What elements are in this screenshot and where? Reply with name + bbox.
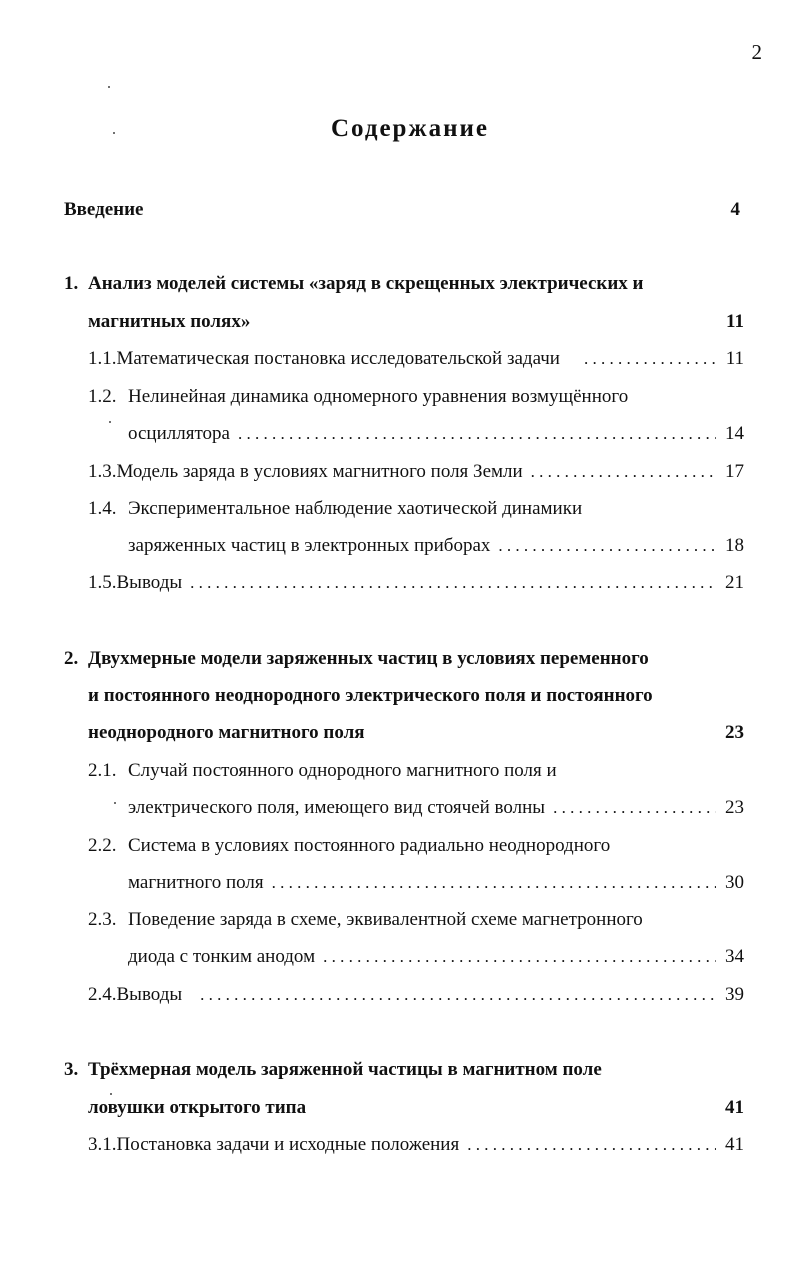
toc-chapter-number: 1.	[64, 273, 79, 294]
toc-section-page: 18	[725, 535, 744, 556]
scan-speck	[108, 86, 110, 88]
toc-section-title: Выводы	[116, 984, 183, 1005]
toc-section-1-5	[88, 571, 744, 595]
toc-section-2-2	[88, 834, 744, 858]
toc-section-3-1	[88, 1133, 744, 1157]
toc-section-2-4	[88, 983, 744, 1007]
toc-section-title: Поведение заряда в схеме, эквивалентной схеме магнетронного	[128, 909, 643, 930]
toc-entry-intro	[64, 198, 740, 222]
toc-chapter-number: 3.	[64, 1059, 79, 1080]
toc-section-title: Случай постоянного однородного магнитного поля и	[128, 760, 557, 781]
toc-section-number: 2.2.	[88, 835, 117, 856]
toc-chapter-title: Двухмерные модели заряженных частиц в условиях переменного	[88, 648, 649, 669]
toc-section-number: 2.1.	[88, 760, 117, 781]
toc-section-title: Нелинейная динамика одномерного уравнения возмущённого	[128, 386, 629, 407]
toc-section-2-1	[88, 759, 744, 783]
scan-speck	[113, 132, 115, 134]
toc-chapter-title: Анализ моделей системы «заряд в скрещенных электрических и	[88, 273, 644, 294]
toc-chapter-title: ловушки открытого типа	[88, 1097, 307, 1118]
toc-chapter-3-line-2	[88, 1096, 744, 1120]
toc-chapter-page: 11	[726, 311, 744, 332]
toc-section-number: 1.5.	[88, 572, 117, 593]
toc-section-page: 34	[725, 946, 744, 967]
toc-section-number: 1.3.	[88, 461, 117, 482]
toc-section-1-2-cont	[128, 422, 744, 446]
toc-section-page: 21	[725, 572, 744, 593]
toc-section-title: заряженных частиц в электронных приборах	[128, 535, 491, 556]
toc-section-title: Система в условиях постоянного радиально неоднородного	[128, 835, 611, 856]
toc-section-title: Выводы	[116, 572, 183, 593]
toc-section-2-1-cont	[128, 796, 744, 820]
toc-chapter-2-line-2	[88, 684, 744, 708]
dot-leader	[467, 1133, 716, 1157]
toc-section-title: электрического поля, имеющего вид стоячей волны	[128, 797, 546, 818]
dot-leader	[553, 796, 716, 820]
toc-chapter-2-line-1	[64, 647, 740, 671]
dot-leader	[200, 983, 716, 1007]
toc-section-number: 2.4.	[88, 984, 117, 1005]
dot-leader	[323, 945, 716, 969]
dot-leader	[190, 571, 716, 595]
toc-chapter-title: Трёхмерная модель заряженной частицы в магнитном поле	[88, 1059, 602, 1080]
toc-section-1-4-cont	[128, 534, 744, 558]
toc-section-page: 17	[725, 461, 744, 482]
toc-section-1-1	[88, 347, 744, 371]
toc-section-title: диода с тонким анодом	[128, 946, 316, 967]
toc-section-title: осциллятора	[128, 423, 230, 444]
toc-section-title: Модель заряда в условиях магнитного поля Земли	[116, 461, 523, 482]
toc-section-1-4	[88, 497, 744, 521]
dot-leader	[584, 347, 716, 371]
toc-chapter-3-line-1	[64, 1058, 740, 1082]
toc-chapter-page: 23	[725, 722, 744, 743]
toc-chapter-number: 2.	[64, 648, 79, 669]
page-title: Содержание	[330, 115, 489, 142]
toc-chapter-1-line-2	[88, 310, 744, 334]
toc-section-number: 1.2.	[88, 386, 117, 407]
toc-section-title: Постановка задачи и исходные положения	[116, 1134, 460, 1155]
dot-leader	[498, 534, 716, 558]
toc-section-title: Экспериментальное наблюдение хаотической динамики	[128, 498, 583, 519]
toc-section-2-2-cont	[128, 871, 744, 895]
toc-chapter-title: магнитных полях»	[88, 311, 251, 332]
dot-leader	[238, 422, 716, 446]
dot-leader	[272, 871, 716, 895]
toc-section-page: 14	[725, 423, 744, 444]
toc-section-title: Математическая постановка исследовательской задачи	[116, 348, 560, 369]
dot-leader	[531, 460, 716, 484]
toc-chapter-title: неоднородного магнитного поля	[88, 722, 365, 743]
toc-section-1-3	[88, 460, 744, 484]
toc-chapter-1-line-1	[64, 272, 740, 296]
toc-section-page: 11	[725, 348, 744, 369]
scan-speck	[109, 421, 111, 423]
scan-speck	[110, 1093, 112, 1095]
toc-section-2-3	[88, 908, 744, 932]
scan-speck	[114, 802, 116, 804]
toc-chapter-page: 41	[725, 1097, 744, 1118]
page-number: 2	[751, 40, 762, 64]
toc-section-2-3-cont	[128, 945, 744, 969]
toc-section-number: 1.1.	[88, 348, 117, 369]
toc-intro-label: Введение	[64, 199, 144, 220]
toc-section-page: 41	[725, 1134, 744, 1155]
toc-section-page: 39	[725, 984, 744, 1005]
toc-section-number: 1.4.	[88, 498, 117, 519]
toc-section-number: 2.3.	[88, 909, 117, 930]
toc-section-1-2	[88, 385, 744, 409]
toc-section-page: 30	[725, 872, 744, 893]
toc-section-number: 3.1.	[88, 1134, 117, 1155]
toc-chapter-2-line-3	[88, 721, 744, 745]
toc-chapter-title: и постоянного неоднородного электрического поля и постоянного	[88, 685, 653, 706]
toc-intro-page: 4	[730, 199, 740, 220]
toc-section-page: 23	[725, 797, 744, 818]
toc-section-title: магнитного поля	[128, 872, 264, 893]
